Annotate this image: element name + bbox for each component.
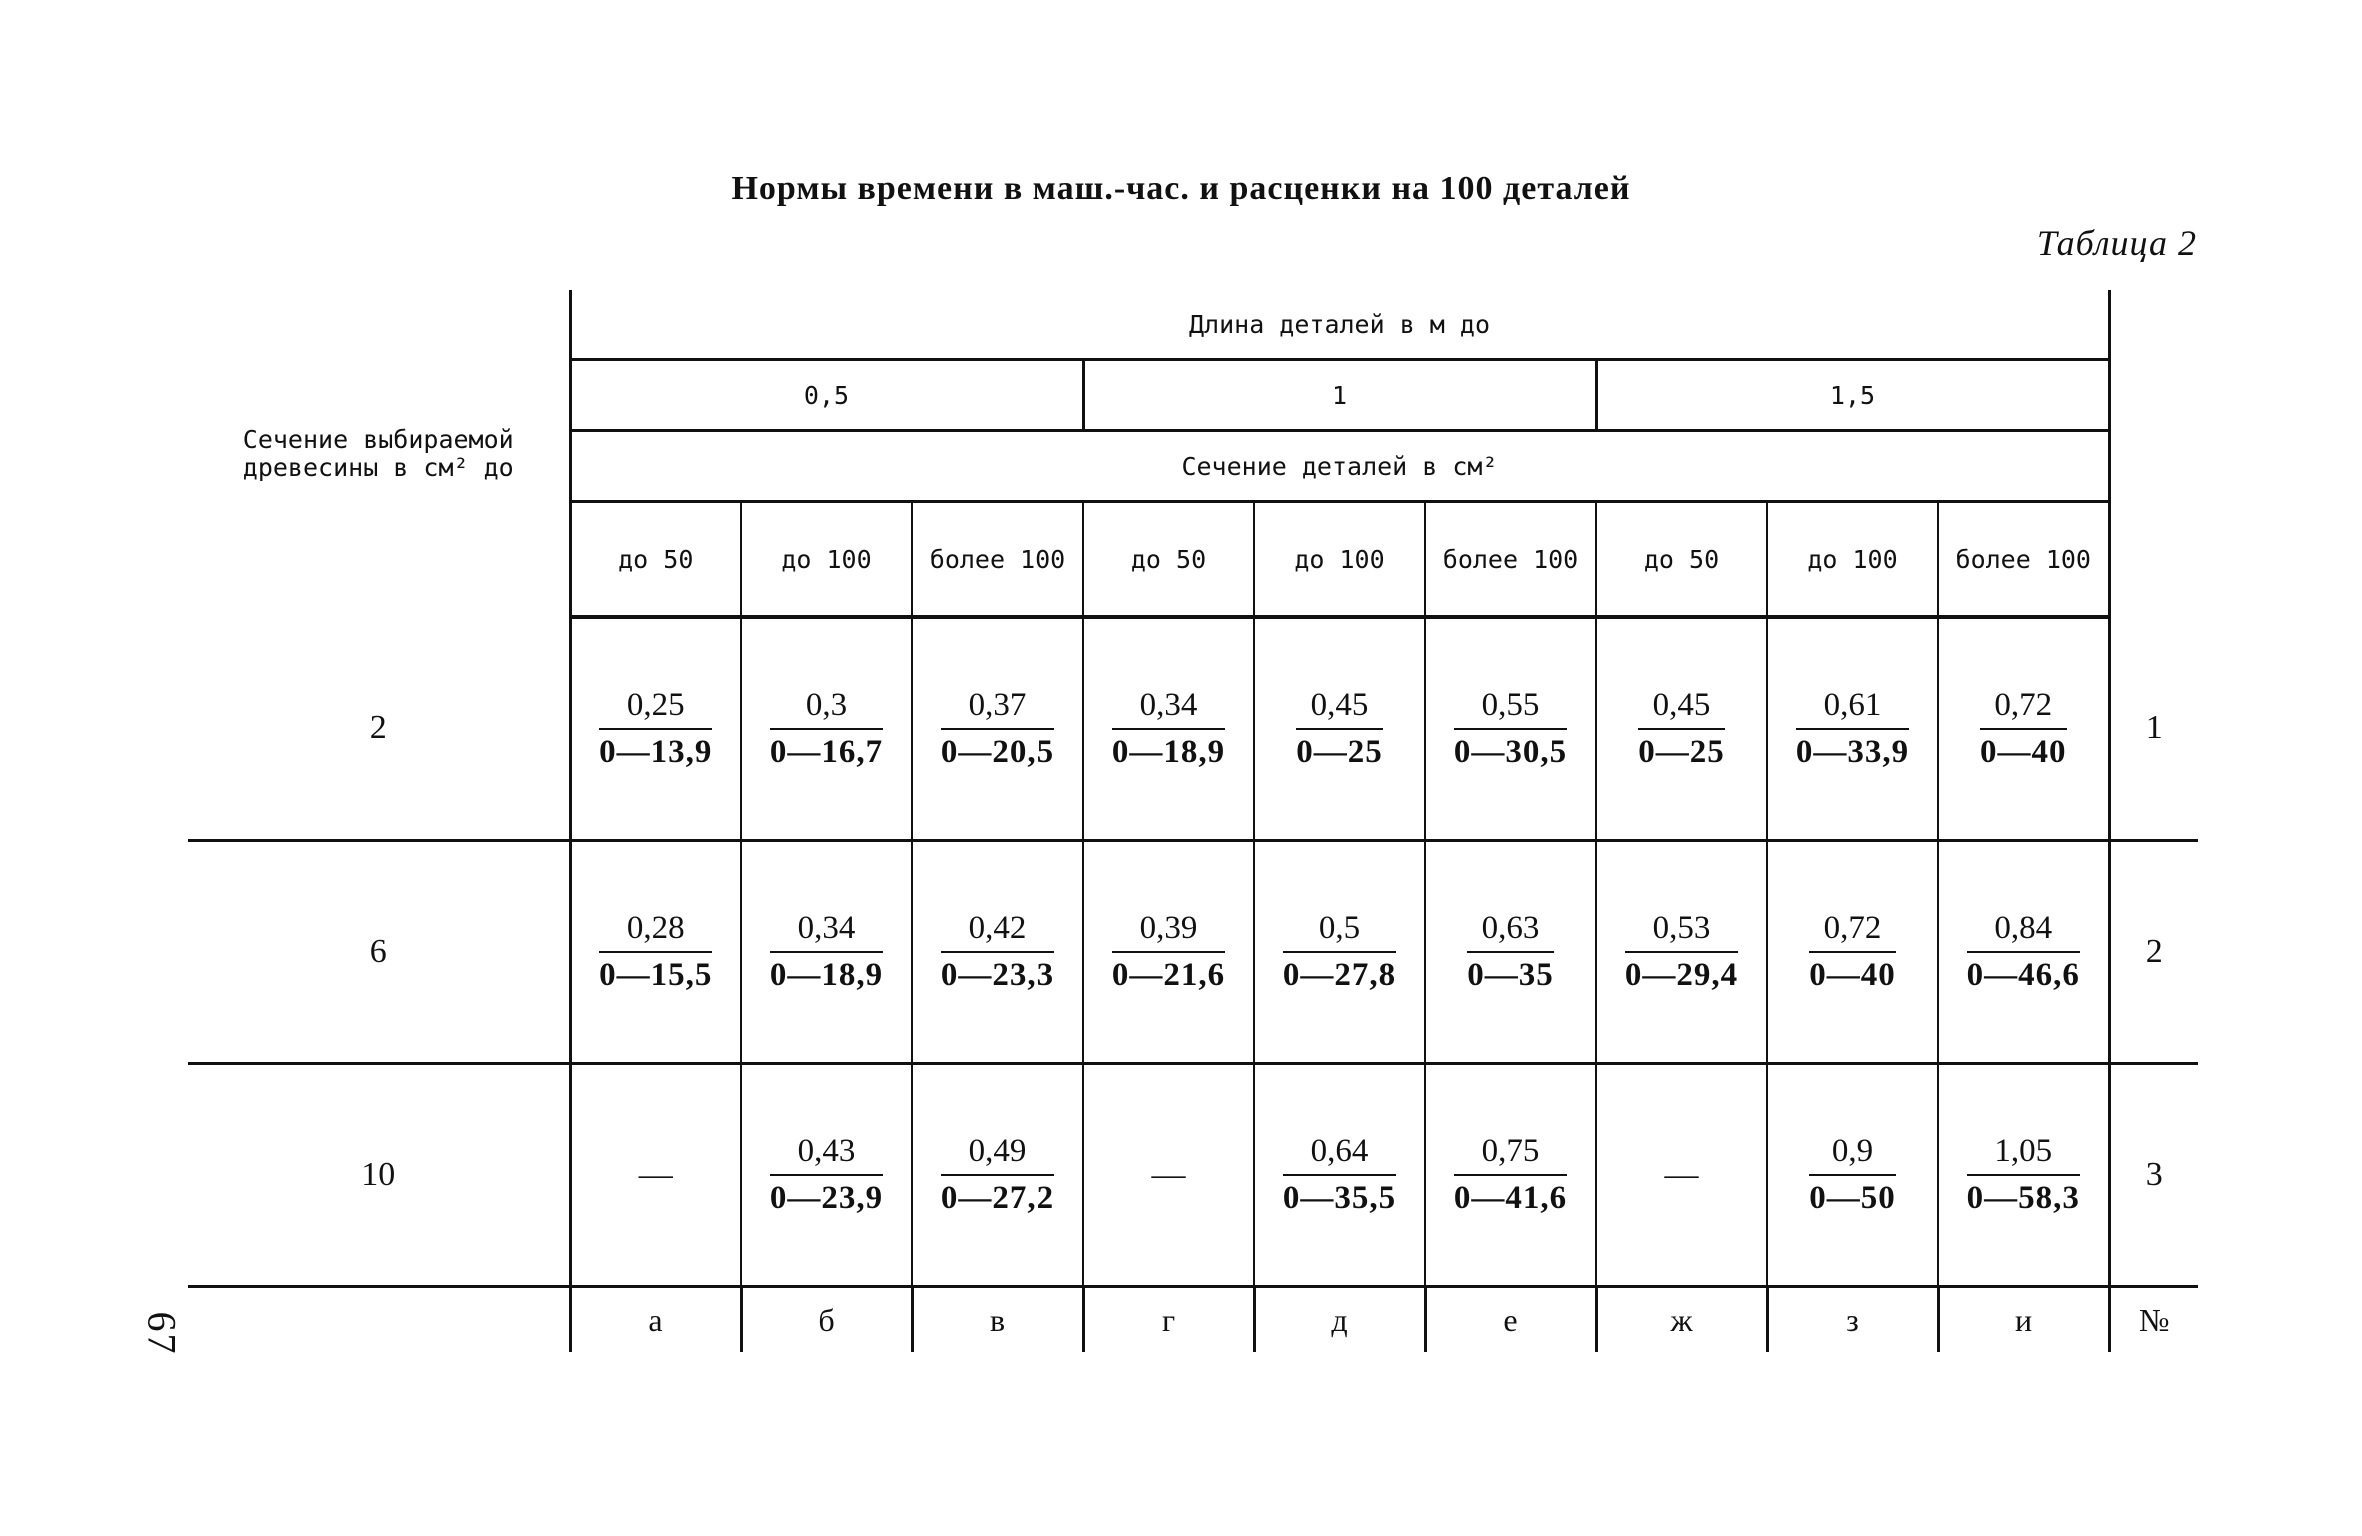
norm-cell (1767, 617, 1938, 841)
time-norm: 0,5 (1283, 910, 1396, 953)
norm-cell (570, 841, 741, 1064)
norm-cell (741, 617, 912, 841)
letters-blank-cell (188, 1287, 570, 1353)
rate-value: 0—21,6 (1111, 957, 1226, 993)
rate-value: 0—23,9 (769, 1180, 884, 1216)
time-norm: 0,9 (1809, 1133, 1896, 1176)
norm-fraction (1980, 687, 2067, 771)
norm-cell (1596, 841, 1767, 1064)
length-1.5: 1,5 (1596, 360, 2109, 431)
rate-value: 0—27,2 (940, 1180, 1055, 1216)
rate-value: 0—25 (1638, 734, 1725, 770)
row-section-value: 2 (188, 617, 570, 841)
row-number: 3 (2109, 1064, 2198, 1287)
rate-value: 0—25 (1296, 734, 1383, 770)
number-column-header (2109, 290, 2198, 617)
column-letter: и (1938, 1287, 2109, 1353)
rate-value: 0—29,4 (1624, 957, 1739, 993)
length-header: Длина деталей в м до (570, 290, 2109, 360)
time-norm: 0,63 (1467, 910, 1554, 953)
norm-cell (741, 1064, 912, 1287)
table-row (188, 841, 2198, 1064)
rate-value: 0—23,3 (940, 957, 1055, 993)
column-letter: а (570, 1287, 741, 1353)
section-header: Сечение деталей в см² (570, 431, 2109, 502)
rate-value: 0—13,9 (599, 734, 713, 770)
subheader-cell: более 100 (1425, 502, 1596, 618)
norm-fraction (1112, 687, 1225, 771)
norm-cell (741, 841, 912, 1064)
empty-dash: — (638, 1156, 673, 1193)
time-norm: 0,61 (1796, 687, 1909, 730)
empty-dash: — (1151, 1156, 1186, 1193)
number-symbol: № (2109, 1287, 2198, 1353)
norm-cell (1938, 617, 2109, 841)
norm-cell (1254, 841, 1425, 1064)
norm-cell (912, 617, 1083, 841)
time-norm: 0,37 (941, 687, 1054, 730)
norm-fraction (1454, 687, 1567, 771)
time-norm: 0,34 (770, 910, 883, 953)
time-norm: 0,72 (1980, 687, 2067, 730)
norm-fraction (1296, 687, 1383, 771)
subheader-cell: до 100 (741, 502, 912, 618)
norm-cell (1425, 1064, 1596, 1287)
rate-value: 0—35 (1467, 957, 1554, 993)
norm-cell (1596, 1064, 1767, 1287)
subheader-cell: более 100 (912, 502, 1083, 618)
norm-fraction (1967, 910, 2080, 994)
time-norm: 0,42 (941, 910, 1054, 953)
norm-cell (1938, 841, 2109, 1064)
subheader-cell: до 100 (1254, 502, 1425, 618)
row-header-cell (188, 290, 570, 617)
norm-cell (1254, 617, 1425, 841)
rate-value: 0—58,3 (1966, 1180, 2080, 1216)
norm-cell (1083, 841, 1254, 1064)
norm-fraction (599, 687, 712, 771)
column-letter: д (1254, 1287, 1425, 1353)
norm-fraction (1967, 1133, 2080, 1217)
length-1: 1 (1083, 360, 1596, 431)
norm-fraction (1283, 910, 1396, 994)
norm-cell (1767, 1064, 1938, 1287)
time-norm: 0,3 (770, 687, 883, 730)
time-norm: 0,34 (1112, 687, 1225, 730)
time-norm: 0,84 (1967, 910, 2080, 953)
column-letter: е (1425, 1287, 1596, 1353)
norm-cell (1425, 841, 1596, 1064)
row-number: 2 (2109, 841, 2198, 1064)
time-norm: 0,64 (1283, 1133, 1396, 1176)
norm-cell (1938, 1064, 2109, 1287)
norm-fraction (770, 1133, 883, 1217)
empty-dash: — (1664, 1156, 1699, 1193)
rate-value: 0—41,6 (1453, 1180, 1568, 1216)
rate-value: 0—27,8 (1282, 957, 1397, 993)
norm-fraction (770, 910, 883, 994)
rate-value: 0—20,5 (940, 734, 1055, 770)
table-row (188, 617, 2198, 841)
time-norm: 0,49 (941, 1133, 1054, 1176)
norm-fraction (1467, 910, 1554, 994)
norm-fraction (770, 687, 883, 771)
norm-cell (570, 1064, 741, 1287)
column-letter: з (1767, 1287, 1938, 1353)
column-letter: ж (1596, 1287, 1767, 1353)
norm-fraction (1112, 910, 1225, 994)
time-norm: 0,45 (1638, 687, 1725, 730)
length-0.5: 0,5 (570, 360, 1083, 431)
rate-value: 0—16,7 (769, 734, 884, 770)
row-number: 1 (2109, 617, 2198, 841)
table-label: Таблица 2 (2036, 223, 2197, 263)
time-norm: 0,25 (599, 687, 712, 730)
norm-fraction (1796, 687, 1909, 771)
rate-value: 0—15,5 (599, 957, 713, 993)
time-norm: 0,53 (1625, 910, 1738, 953)
rate-value: 0—33,9 (1795, 734, 1910, 770)
rate-value: 0—40 (1809, 957, 1896, 993)
norm-fraction (941, 1133, 1054, 1217)
page-number: 67 (139, 1311, 185, 1356)
norm-fraction (941, 687, 1054, 771)
subheader-cell: до 50 (1083, 502, 1254, 618)
norm-cell (570, 617, 741, 841)
column-letter: г (1083, 1287, 1254, 1353)
norm-fraction (1809, 910, 1896, 994)
norm-cell (1596, 617, 1767, 841)
column-letter: в (912, 1287, 1083, 1353)
subheader-cell: до 50 (570, 502, 741, 618)
time-norm: 0,28 (599, 910, 712, 953)
time-norm: 0,43 (770, 1133, 883, 1176)
row-section-value: 10 (188, 1064, 570, 1287)
norm-cell (912, 841, 1083, 1064)
norm-cell (1767, 841, 1938, 1064)
norm-cell (912, 1064, 1083, 1287)
rate-value: 0—18,9 (769, 957, 884, 993)
time-norm: 0,75 (1454, 1133, 1567, 1176)
norm-fraction (1638, 687, 1725, 771)
norm-cell (1083, 617, 1254, 841)
rate-value: 0—46,6 (1966, 957, 2080, 993)
rate-value: 0—40 (1980, 734, 2067, 770)
time-norm: 0,72 (1809, 910, 1896, 953)
norm-fraction (1283, 1133, 1396, 1217)
rate-value: 0—50 (1809, 1180, 1896, 1216)
norm-cell (1425, 617, 1596, 841)
norm-cell (1254, 1064, 1425, 1287)
rate-value: 0—35,5 (1282, 1180, 1397, 1216)
time-norm: 0,55 (1454, 687, 1567, 730)
time-norm: 0,39 (1112, 910, 1225, 953)
subheader-cell: до 100 (1767, 502, 1938, 618)
norm-fraction (1809, 1133, 1896, 1217)
norms-table (188, 290, 2198, 1352)
row-header-text: Сечение выбираемой древесины в см² до (242, 424, 514, 482)
norm-fraction (599, 910, 712, 994)
subheader-cell: более 100 (1938, 502, 2109, 618)
rate-value: 0—30,5 (1453, 734, 1568, 770)
subheader-cell: до 50 (1596, 502, 1767, 618)
page-title: Нормы времени в маш.-час. и расценки на 100 деталей (731, 170, 1631, 207)
time-norm: 1,05 (1967, 1133, 2080, 1176)
row-section-value: 6 (188, 841, 570, 1064)
norm-fraction (1454, 1133, 1567, 1217)
time-norm: 0,45 (1296, 687, 1383, 730)
table-row (188, 1064, 2198, 1287)
column-letter: б (741, 1287, 912, 1353)
rate-value: 0—18,9 (1111, 734, 1226, 770)
norm-fraction (941, 910, 1054, 994)
norm-cell (1083, 1064, 1254, 1287)
norm-fraction (1625, 910, 1738, 994)
